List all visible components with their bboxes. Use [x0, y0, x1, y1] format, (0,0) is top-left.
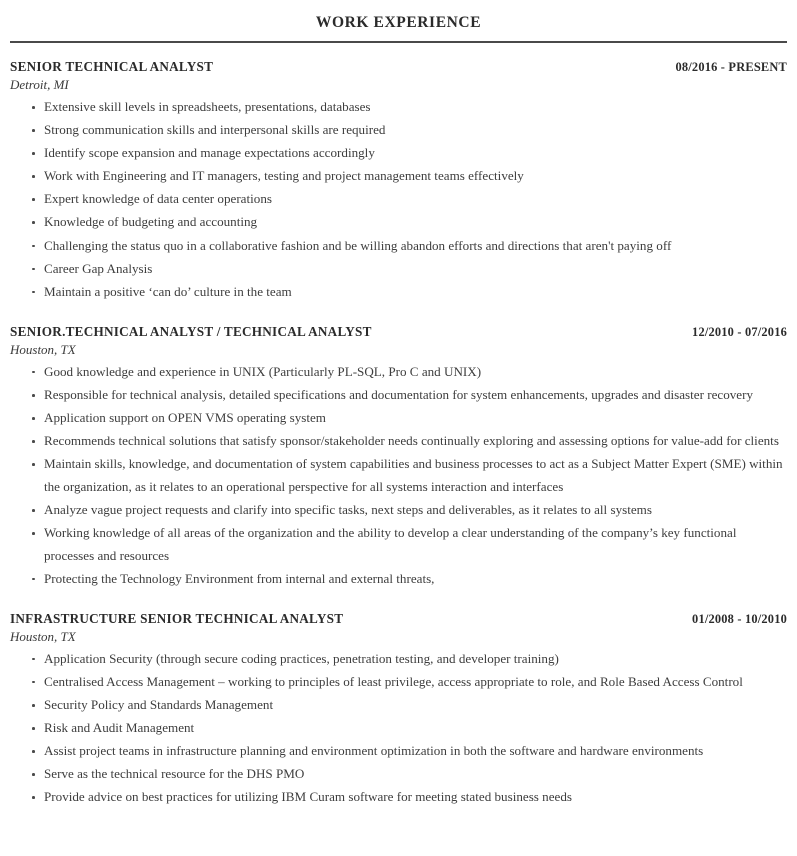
list-item: Protecting the Technology Environment from internal and external threats, — [10, 568, 787, 591]
job-location: Detroit, MI — [10, 77, 69, 92]
list-item: Good knowledge and experience in UNIX (Particularly PL-SQL, Pro C and UNIX) — [10, 361, 787, 384]
section-divider — [10, 41, 787, 43]
list-item: Extensive skill levels in spreadsheets, presentations, databases — [10, 96, 787, 119]
job-header — [10, 324, 787, 340]
list-item: Security Policy and Standards Management — [10, 694, 787, 717]
list-item: Career Gap Analysis — [10, 258, 787, 281]
list-item: Risk and Audit Management — [10, 717, 787, 740]
list-item: Serve as the technical resource for the DHS PMO — [10, 763, 787, 786]
list-item: Strong communication skills and interpersonal skills are required — [10, 119, 787, 142]
list-item: Responsible for technical analysis, detailed specifications and documentation for system enhancements, upgrades and disaster recovery — [10, 384, 787, 407]
job-responsibility-list — [10, 96, 787, 304]
list-item: Provide advice on best practices for utilizing IBM Curam software for meeting stated business needs — [10, 786, 787, 809]
list-item: Working knowledge of all areas of the organization and the ability to develop a clear understanding of the company’s key functional processes and resources — [10, 522, 787, 568]
list-item: Identify scope expansion and manage expectations accordingly — [10, 142, 787, 165]
job-entry — [10, 324, 787, 591]
list-item: Maintain skills, knowledge, and documentation of system capabilities and business processes to act as a Subject Matter Expert (SME) within the organization, as it relates to an operational perspective for all systems interaction and interfaces — [10, 453, 787, 499]
job-title: SENIOR.TECHNICAL ANALYST / TECHNICAL ANALYST — [10, 323, 372, 339]
list-item: Maintain a positive ‘can do’ culture in the team — [10, 281, 787, 304]
work-experience-list — [10, 59, 787, 809]
job-title: INFRASTRUCTURE SENIOR TECHNICAL ANALYST — [10, 610, 344, 626]
list-item: Knowledge of budgeting and accounting — [10, 211, 787, 234]
list-item: Application Security (through secure coding practices, penetration testing, and developer training) — [10, 648, 787, 671]
list-item: Challenging the status quo in a collaborative fashion and be willing abandon efforts and directions that aren't paying off — [10, 235, 787, 258]
list-item: Application support on OPEN VMS operating system — [10, 407, 787, 430]
list-item: Analyze vague project requests and clarify into specific tasks, next steps and deliverables, as it relates to all systems — [10, 499, 787, 522]
page-title: WORK EXPERIENCE — [315, 14, 482, 31]
job-location: Houston, TX — [10, 628, 76, 644]
job-date-range: 01/2008 - 10/2010 — [692, 611, 787, 626]
list-item: Work with Engineering and IT managers, testing and project management teams effectively — [10, 165, 787, 188]
job-title: SENIOR TECHNICAL ANALYST — [10, 59, 214, 74]
job-responsibility-list — [10, 361, 787, 591]
job-entry — [10, 59, 787, 304]
job-location: Houston, TX — [10, 341, 76, 357]
job-date-range: 08/2016 - PRESENT — [675, 60, 787, 74]
list-item: Recommends technical solutions that satisfy sponsor/stakeholder needs continually exploring and assessing options for value-add for clients — [10, 430, 787, 453]
job-entry — [10, 611, 787, 810]
list-item: Centralised Access Management – working to principles of least privilege, access appropriate to role, and Role Based Access Control — [10, 671, 787, 694]
list-item: Expert knowledge of data center operations — [10, 188, 787, 211]
job-responsibility-list — [10, 648, 787, 810]
job-date-range: 12/2010 - 07/2016 — [692, 324, 787, 339]
list-item: Assist project teams in infrastructure planning and environment optimization in both the software and hardware environments — [10, 740, 787, 763]
job-header — [10, 59, 787, 75]
job-header — [10, 611, 787, 627]
